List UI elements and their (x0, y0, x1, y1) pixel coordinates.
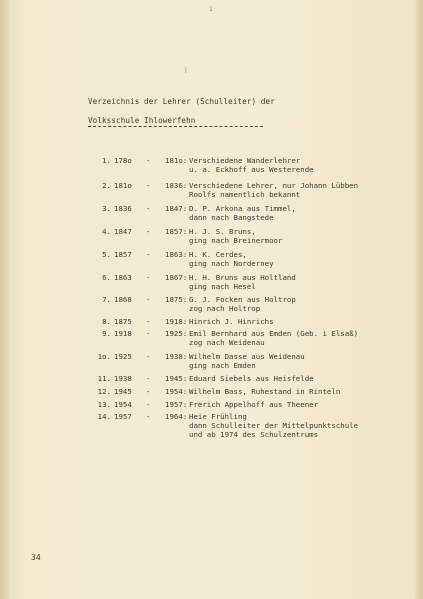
entry-year-from: 1857 (114, 250, 132, 259)
entry-description (189, 273, 389, 291)
entry-description (189, 329, 389, 347)
entry-number: 2. (102, 181, 111, 190)
document-subtitle: Volksschule Ihlowerfehn (88, 116, 196, 125)
entry-number: 9. (102, 329, 111, 338)
entry-year-from: 1863 (114, 273, 132, 282)
entry-number: 5. (102, 250, 111, 259)
entry-year-from: 1925 (114, 352, 132, 361)
entry-line: H. H. Bruns aus Holtland (189, 273, 296, 282)
entry-year-from: 1954 (114, 400, 132, 409)
entry-number: 1o. (97, 352, 111, 361)
entry-line: Hinrich J. Hinrichs (189, 317, 274, 326)
entry-year-from: 178o (114, 156, 132, 165)
entry-year-to: 1938: (165, 352, 188, 361)
entry-year-to: 1925: (165, 329, 188, 338)
entry-year-to: 1867: (165, 273, 188, 282)
entry-year-to: 1954: (165, 387, 188, 396)
entry-line: ging nach Emden (189, 361, 256, 370)
entry-description (189, 295, 389, 313)
entry-dash: - (146, 273, 151, 282)
entry-number: 3. (102, 204, 111, 213)
entry-line: ging nach Hesel (189, 282, 256, 291)
page-number: 34 (31, 553, 41, 562)
entry-year-to: 1957: (165, 400, 188, 409)
entry-dash: - (146, 317, 151, 326)
entry-line: Roolfs namentlich bekannt (189, 190, 301, 199)
entry-description (189, 352, 389, 370)
entry-description (189, 412, 389, 439)
entry-line: D. P. Arkona aus Timmel, (189, 204, 296, 213)
entry-year-from: 1875 (114, 317, 132, 326)
entry-line: u. a. Eckhoff aus Westerende (189, 165, 314, 174)
entry-number: 8. (102, 317, 111, 326)
entry-number: 11. (97, 374, 111, 383)
pencil-tick: / (182, 65, 190, 75)
entry-number: 6. (102, 273, 111, 282)
entry-number: 13. (97, 400, 111, 409)
entry-line: Emil Bernhard aus Emden (Geb. i Elsaß) (189, 329, 359, 338)
document-title: Verzeichnis der Lehrer (Schulleiter) der (88, 97, 275, 106)
entry-description (189, 317, 389, 326)
entry-year-to: 1875: (165, 295, 188, 304)
entry-year-from: 1938 (114, 374, 132, 383)
entry-year-from: 1847 (114, 227, 132, 236)
entry-line: H. J. S. Bruns, (189, 227, 256, 236)
entry-year-to: 1945: (165, 374, 188, 383)
entry-line: zog nach Holtrop (189, 304, 261, 313)
entry-description (189, 181, 389, 199)
entry-line: dann nach Bangstede (189, 213, 274, 222)
entry-line: dann Schulleiter der Mittelpunktschule (189, 421, 359, 430)
entry-dash: - (146, 352, 151, 361)
entry-year-to: 1836: (165, 181, 188, 190)
entry-dash: - (146, 295, 151, 304)
entry-line: H. K. Cerdes, (189, 250, 247, 259)
page-edge-right (413, 0, 423, 599)
entry-description (189, 400, 389, 409)
entry-line: ging nach Norderney (189, 259, 274, 268)
entry-dash: - (146, 374, 151, 383)
entry-dash: - (146, 412, 151, 421)
entry-description (189, 204, 389, 222)
entry-dash: - (146, 329, 151, 338)
entry-year-to: 181o: (165, 156, 188, 165)
entry-description (189, 374, 389, 383)
entry-dash: - (146, 400, 151, 409)
entry-line: G. J. Focken aus Holtrop (189, 295, 296, 304)
entry-year-from: 1957 (114, 412, 132, 421)
top-mark: 1 (209, 6, 213, 13)
entry-description (189, 156, 389, 174)
entry-line: Heie Frühling (189, 412, 247, 421)
entry-year-to: 1964: (165, 412, 188, 421)
entry-year-from: 1836 (114, 204, 132, 213)
entry-number: 14. (97, 412, 111, 421)
entry-line: Verschiedene Wanderlehrer (189, 156, 301, 165)
entry-dash: - (146, 181, 151, 190)
entry-dash: - (146, 250, 151, 259)
entry-dash: - (146, 387, 151, 396)
entry-line: und ab 1974 des Schulzentrums (189, 430, 319, 439)
entry-year-from: 181o (114, 181, 132, 190)
entry-description (189, 227, 389, 245)
entry-year-to: 1863: (165, 250, 188, 259)
entry-year-from: 1918 (114, 329, 132, 338)
entry-number: 4. (102, 227, 111, 236)
entry-line: Frerich Appelhoff aus Theener (189, 400, 319, 409)
entry-year-from: 1945 (114, 387, 132, 396)
entry-year-to: 1918: (165, 317, 188, 326)
entry-line: ging nach Breinermoor (189, 236, 283, 245)
entry-line: Eduard Siebels aus Heisfelde (189, 374, 314, 383)
entry-line: zog nach Weidenau (189, 338, 265, 347)
page-edge-left (0, 0, 10, 599)
entry-dash: - (146, 204, 151, 213)
entry-year-from: 1868 (114, 295, 132, 304)
entry-dash: - (146, 227, 151, 236)
entry-dash: - (146, 156, 151, 165)
entry-line: Verschiedene Lehrer, nur Johann Lübben (189, 181, 359, 190)
entry-number: 1. (102, 156, 111, 165)
entry-number: 12. (97, 387, 111, 396)
entry-year-to: 1847: (165, 204, 188, 213)
entry-description (189, 387, 389, 396)
entry-description (189, 250, 389, 268)
subtitle-underline (88, 126, 263, 127)
entry-number: 7. (102, 295, 111, 304)
entry-year-to: 1857: (165, 227, 188, 236)
entry-line: Wilhelm Dasse aus Weidenau (189, 352, 305, 361)
entry-line: Wilhelm Bass, Ruhestand in Rinteln (189, 387, 341, 396)
